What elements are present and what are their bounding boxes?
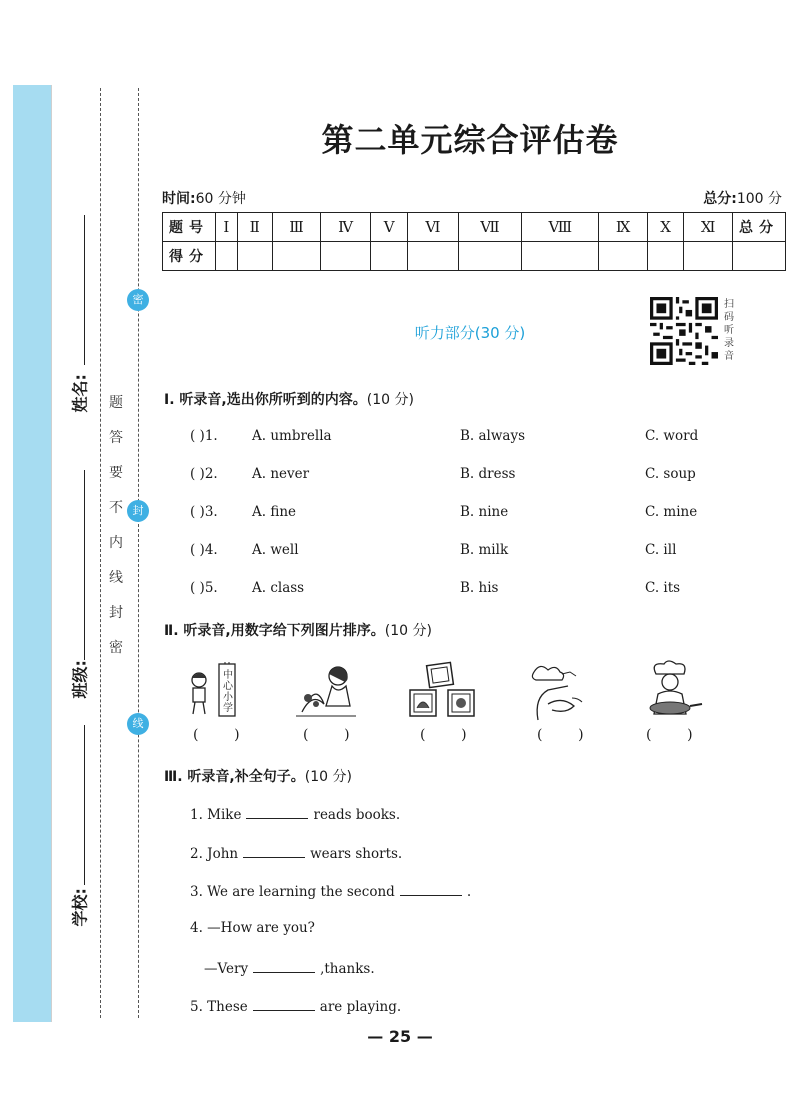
question-stem[interactable]: ( )3. — [190, 504, 218, 520]
choice-question — [190, 542, 750, 562]
picture-answer-blank[interactable]: ( ) — [193, 727, 240, 743]
school-line — [84, 725, 85, 885]
section-2-points: (10 分) — [384, 623, 432, 639]
column-header: Ⅷ — [522, 213, 599, 242]
section-1-points: (10 分) — [366, 392, 414, 408]
sentence-start: 3. We are learning the second — [190, 884, 395, 900]
score-cell[interactable] — [522, 242, 599, 271]
choice-question — [190, 466, 750, 486]
binding-strip — [13, 85, 51, 1022]
garden-girl-picture — [296, 660, 360, 720]
section-3-title: Ⅲ. 听录音,补全句子。 — [164, 769, 305, 785]
score-table-score-row — [163, 242, 786, 271]
section-1-heading — [164, 389, 414, 409]
score-cell[interactable] — [458, 242, 522, 271]
name-label: 姓名: — [70, 374, 90, 413]
picture-answer-blank[interactable]: ( ) — [303, 727, 350, 743]
column-header: Ⅵ — [408, 213, 458, 242]
picture-frames-picture — [406, 660, 478, 724]
total-value: 100 分 — [736, 191, 782, 207]
score-cell[interactable] — [237, 242, 272, 271]
margin-edge-line — [51, 85, 52, 1022]
section-3-points: (10 分) — [304, 769, 352, 785]
total-score-cell[interactable] — [733, 242, 786, 271]
class-line — [84, 470, 85, 660]
sentence-end: ,thanks. — [320, 961, 375, 977]
qr-hint-char: 听 — [724, 325, 734, 336]
option-c: C. word — [645, 428, 699, 444]
page-title: 第二单元综合评估卷 — [321, 121, 619, 159]
sentence-end: are playing. — [319, 999, 402, 1015]
question-stem[interactable]: ( )5. — [190, 580, 218, 596]
score-row-label: 得分 — [163, 242, 216, 271]
option-b: B. his — [460, 580, 499, 596]
qr-hint-char: 音 — [724, 351, 734, 362]
total-label: 总分: — [703, 191, 737, 207]
option-a: A. class — [252, 580, 305, 596]
school-girl-picture — [185, 660, 249, 720]
fill-in-sentence — [190, 996, 401, 1015]
seal-mark-xian: 线 — [127, 713, 149, 735]
answer-blank[interactable] — [400, 881, 462, 896]
answer-blank[interactable] — [246, 804, 308, 819]
seal-char: 内 — [109, 535, 123, 551]
picture-answer-blank[interactable]: ( ) — [537, 727, 584, 743]
school-sign-text: 中心小学 — [223, 670, 233, 714]
option-c: C. ill — [645, 542, 677, 558]
seal-char: 线 — [109, 570, 123, 586]
school-label: 学校: — [70, 888, 90, 927]
score-cell[interactable] — [684, 242, 733, 271]
exam-total — [703, 188, 782, 208]
sentence-start: 5. These — [190, 999, 248, 1015]
sentence-start: 1. Mike — [190, 807, 242, 823]
seal-char: 密 — [109, 640, 123, 656]
column-header: Ⅳ — [321, 213, 371, 242]
column-header: Ⅶ — [458, 213, 522, 242]
cut-line-inner — [138, 88, 139, 1018]
class-label: 班级: — [70, 660, 90, 699]
qr-hint-char: 码 — [724, 312, 734, 323]
fill-in-sentence — [190, 843, 402, 862]
column-header: Ⅲ — [272, 213, 320, 242]
name-line — [84, 215, 85, 365]
option-c: C. mine — [645, 504, 698, 520]
option-a: A. well — [252, 542, 299, 558]
picture-answer-blank[interactable]: ( ) — [646, 727, 693, 743]
seal-char: 封 — [109, 605, 123, 621]
seal-char: 要 — [109, 465, 123, 481]
seal-char: 答 — [109, 430, 123, 446]
cut-line-outer — [100, 88, 101, 1018]
column-header: Ⅰ — [216, 213, 238, 242]
sentence-end: reads books. — [313, 807, 401, 823]
choice-question — [190, 504, 750, 524]
option-a: A. umbrella — [252, 428, 332, 444]
score-cell[interactable] — [599, 242, 647, 271]
score-table — [162, 212, 786, 271]
answer-blank[interactable] — [243, 843, 305, 858]
page-number: — 25 — — [367, 1027, 433, 1046]
fill-in-sentence — [190, 804, 400, 823]
answer-blank[interactable] — [253, 958, 315, 973]
seal-char: 不 — [109, 500, 123, 516]
listening-section-heading: 听力部分(30 分) — [414, 324, 526, 342]
fill-in-sentence — [190, 881, 471, 900]
answer-blank[interactable] — [253, 996, 315, 1011]
question-number-label: 题号 — [163, 213, 216, 242]
score-cell[interactable] — [647, 242, 684, 271]
column-header: Ⅱ — [237, 213, 272, 242]
section-3-heading — [164, 766, 352, 786]
choice-question — [190, 580, 750, 600]
option-a: A. never — [252, 466, 310, 482]
option-b: B. always — [460, 428, 526, 444]
question-stem[interactable]: ( )2. — [190, 466, 218, 482]
picture-answer-blank[interactable]: ( ) — [420, 727, 467, 743]
option-a: A. fine — [252, 504, 297, 520]
score-cell[interactable] — [272, 242, 320, 271]
time-value: 60 分钟 — [195, 191, 246, 207]
section-2-heading — [164, 620, 432, 640]
column-header: Ⅺ — [684, 213, 733, 242]
column-header: Ⅸ — [599, 213, 647, 242]
sentence-start: —Very — [204, 961, 249, 977]
exam-time — [162, 188, 246, 208]
column-header: Ⅹ — [647, 213, 684, 242]
option-b: B. nine — [460, 504, 509, 520]
option-b: B. dress — [460, 466, 516, 482]
qr-hint-char: 扫 — [724, 299, 734, 310]
section-2-title: Ⅱ. 听录音,用数字给下列图片排序。 — [164, 623, 385, 639]
option-c: C. soup — [645, 466, 696, 482]
score-cell[interactable] — [216, 242, 238, 271]
question-stem[interactable]: ( )4. — [190, 542, 218, 558]
score-cell[interactable] — [321, 242, 371, 271]
sentence-end: wears shorts. — [310, 846, 403, 862]
total-column-header: 总分 — [733, 213, 786, 242]
sentence-end: . — [466, 884, 472, 900]
question-stem[interactable]: ( )1. — [190, 428, 218, 444]
qr-hint-char: 录 — [724, 338, 734, 349]
option-b: B. milk — [460, 542, 509, 558]
seal-mark-mi: 密 — [127, 289, 149, 311]
time-label: 时间: — [162, 191, 196, 207]
seal-warning-text — [106, 386, 126, 666]
seal-mark-feng: 封 — [127, 500, 149, 522]
sentence-start: 4. —How are you? — [190, 920, 315, 936]
column-header: Ⅴ — [371, 213, 408, 242]
cook-picture — [640, 660, 704, 724]
option-c: C. its — [645, 580, 681, 596]
score-cell[interactable] — [408, 242, 458, 271]
dialogue-question — [190, 920, 315, 936]
score-table-header-row — [163, 213, 786, 242]
seal-char: 题 — [109, 395, 123, 411]
choice-question — [190, 428, 750, 448]
sentence-start: 2. John — [190, 846, 239, 862]
fill-in-sentence — [204, 958, 375, 977]
score-cell[interactable] — [371, 242, 408, 271]
watering-picture — [528, 660, 594, 724]
section-1-title: Ⅰ. 听录音,选出你所听到的内容。 — [164, 392, 367, 408]
